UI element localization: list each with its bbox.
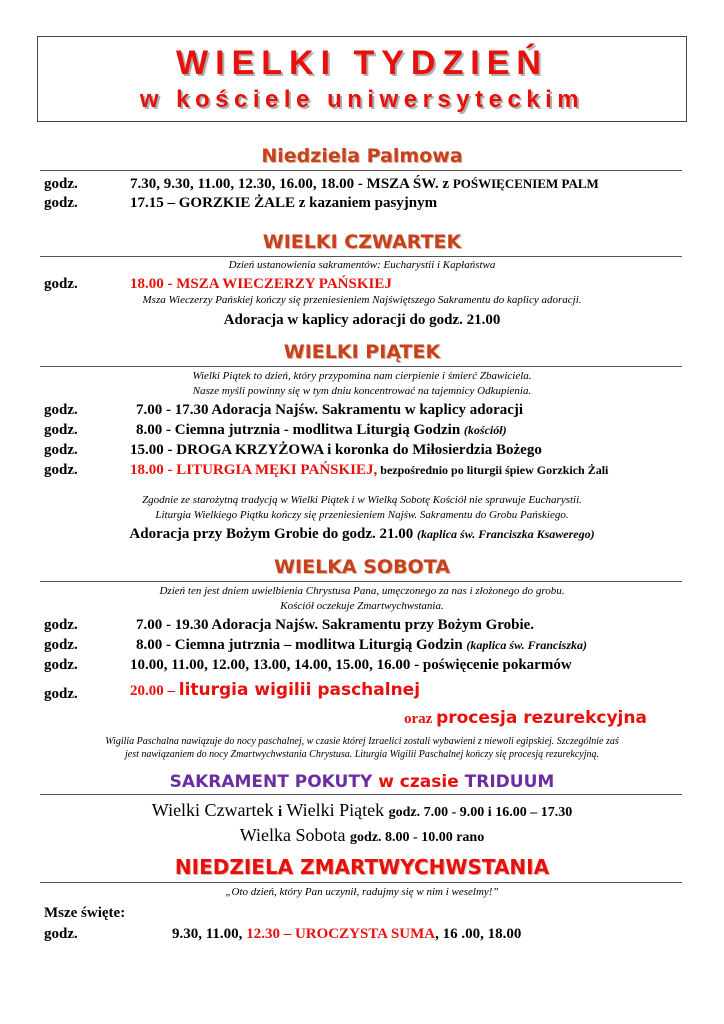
divider <box>40 581 682 582</box>
godz-label: godz. <box>44 442 78 458</box>
piatek-liturgia: 18.00 - LITURGIA MĘKI PAŃSKIEJ, <box>130 462 378 478</box>
heading-sakrament-pokuty <box>0 770 724 794</box>
sobota-note-2: Kościół oczekuje Zmartwychwstania. <box>280 600 444 612</box>
page-title: WIELKI TYDZIEŃ <box>176 44 548 82</box>
godz-label: godz. <box>44 657 78 673</box>
piatek-jutrznia: 8.00 - Ciemna jutrznia - modlitwa Liturgią Godzin <box>136 422 464 438</box>
pokuta-heading-a: SAKRAMENT POKUTY <box>169 772 379 792</box>
niedziela-suma: 12.30 – UROCZYSTA SUMA <box>246 926 436 942</box>
godz-label: godz. <box>44 926 78 942</box>
heading-wielki-czwartek: WIELKI CZWARTEK <box>262 231 462 253</box>
pokuta-piatek: Wielki Piątek <box>282 800 389 820</box>
niedziela-msze-label: Msze święte: <box>44 905 126 921</box>
palmowa-gorzkie-zale: 17.15 – GORZKIE ŻALE z kazaniem pasyjnym <box>130 195 438 211</box>
sobota-poswiecenie: 10.00, 11.00, 12.00, 13.00, 14.00, 15.00, 16.00 - poświęcenie pokarmów <box>130 657 572 673</box>
piatek-adoracja-place: (kaplica św. Franciszka Ksawerego) <box>417 527 595 541</box>
godz-label: godz. <box>44 422 78 438</box>
godz-label: godz. <box>44 617 78 633</box>
godz-label: godz. <box>44 176 78 192</box>
piatek-adoracja-grob <box>40 525 684 543</box>
piatek-droga-krzyzowa: 15.00 - DROGA KRZYŻOWA i koronka do Miłosierdzia Bożego <box>130 442 542 458</box>
niedziela-times-b: , 16 .00, 18.00 <box>435 926 522 942</box>
pokuta-line-2 <box>40 824 684 849</box>
pokuta-i: i <box>278 804 283 820</box>
piatek-jutrznia-place: (kościół) <box>463 423 507 437</box>
piatek-adoracja-time: 7.00 - 17.30 Adoracja Najśw. Sakramentu w kaplicy adoracji <box>136 402 524 418</box>
piatek-gorzkie-zale: bezpośrednio po liturgii śpiew Gorzkich Żali <box>377 463 609 477</box>
godz-label: godz. <box>44 637 78 653</box>
divider <box>40 882 682 883</box>
pokuta-times-1: godz. 7.00 - 9.00 i 16.00 – 17.30 <box>388 805 573 820</box>
godz-label: godz. <box>44 686 78 702</box>
godz-label: godz. <box>44 402 78 418</box>
piatek-note-3: Zgodnie ze starożytną tradycją w Wielki Piątek i w Wielką Sobotę Kościół nie sprawuje Eucharystii. <box>142 494 582 506</box>
heading-wielki-piatek: WIELKI PIĄTEK <box>283 341 441 363</box>
sobota-wigilia: liturgia wigilii paschalnej <box>178 680 421 700</box>
piatek-note-4: Liturgia Wielkiego Piątku kończy się przeniesieniem Najśw. Sakramentu do Grobu Pańskiego. <box>155 509 569 521</box>
palmowa-times: 7.30, 9.30, 11.00, 12.30, 16.00, 18.00 - MSZA ŚW. z <box>130 176 453 192</box>
sobota-note-4: jest nawiązaniem do nocy Zmartwychwstania Chrystusa. Liturgia Wigilii Paschalnej kończy się procesją rezurekcyjną. <box>124 749 600 760</box>
sobota-adoracja: 7.00 - 19.30 Adoracja Najśw. Sakramentu przy Bożym Grobie. <box>136 617 535 633</box>
czwartek-note-2: Msza Wieczerzy Pańskiej kończy się przeniesieniem Najświętszego Sakramentu do kaplicy adoracji. <box>142 294 582 306</box>
pokuta-times-2: godz. 8.00 - 10.00 rano <box>350 830 485 845</box>
sobota-jutrznia-place: (kaplica św. Franciszka) <box>466 638 587 652</box>
pokuta-heading-b: w czasie <box>378 772 465 792</box>
piatek-adoracja-text: Adoracja przy Bożym Grobie do godz. 21.00 <box>129 526 418 542</box>
sobota-wigilia-time: 20.00 – <box>130 683 179 699</box>
piatek-note-2: Nasze myśli powinny się w tym dniu koncentrować na tajemnicy Odkupienia. <box>192 385 532 397</box>
divider <box>40 794 682 795</box>
sobota-procesja: procesja rezurekcyjna <box>436 708 647 728</box>
niedziela-times-a: 9.30, 11.00, <box>172 926 247 942</box>
czwartek-adoracja: Adoracja w kaplicy adoracji do godz. 21.00 <box>223 312 501 328</box>
godz-label: godz. <box>44 195 78 211</box>
czwartek-note: Dzień ustanowienia sakramentów: Eucharystii i Kapłaństwa <box>228 259 496 271</box>
page-subtitle: w kościele uniwersyteckim <box>139 86 585 113</box>
heading-wielka-sobota: WIELKA SOBOTA <box>274 556 450 578</box>
sobota-oraz: oraz <box>404 711 437 727</box>
palmowa-palm: POŚWIĘCENIEM PALM <box>452 176 599 191</box>
sobota-jutrznia: 8.00 - Ciemna jutrznia – modlitwa Liturgią Godzin <box>136 637 467 653</box>
pokuta-czwartek: Wielki Czwartek <box>151 800 279 820</box>
pokuta-sobota: Wielka Sobota <box>239 825 351 845</box>
piatek-note-1: Wielki Piątek to dzień, który przypomina nam cierpienie i śmierć Zbawiciela. <box>192 370 532 382</box>
godz-label: godz. <box>44 276 78 292</box>
sobota-row-procesja <box>404 709 704 728</box>
niedziela-quote: „Oto dzień, który Pan uczynił, radujmy się w nim i weselmy!” <box>225 886 499 898</box>
czwartek-msza: 18.00 - MSZA WIECZERZY PAŃSKIEJ <box>130 276 392 292</box>
divider <box>40 256 682 257</box>
pokuta-heading-c: TRIDUUM <box>464 772 555 792</box>
heading-niedziela-palmowa: Niedziela Palmowa <box>261 145 463 167</box>
title-box <box>37 36 687 122</box>
sobota-note-3: Wigilia Paschalna nawiązuje do nocy paschalnej, w czasie której Izraelici zostali wybawieni z niewoli egipskiej. Szczególnie zaś <box>105 736 619 747</box>
pokuta-line-1 <box>40 799 684 824</box>
sobota-note-1: Dzień ten jest dniem uwielbienia Chrystusa Pana, umęczonego za nas i złożonego do grobu. <box>159 585 565 597</box>
heading-niedziela-zmartwychwstania: NIEDZIELA ZMARTWYCHWSTANIA <box>174 855 550 879</box>
divider <box>40 366 682 367</box>
divider <box>40 170 682 171</box>
godz-label: godz. <box>44 462 78 478</box>
